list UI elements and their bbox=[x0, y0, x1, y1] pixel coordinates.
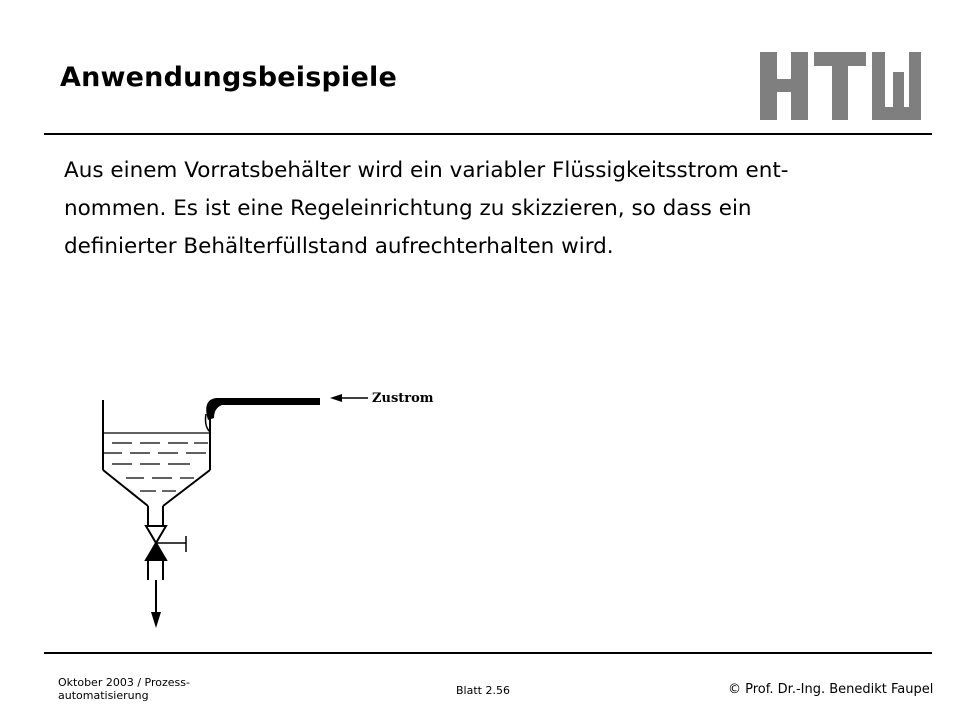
task-line: definierter Behälterfüllstand aufrechterhalten wird. bbox=[64, 234, 614, 259]
footer-page-number: Blatt 2.56 bbox=[456, 684, 510, 697]
htw-logo bbox=[760, 50, 922, 122]
task-line: Aus einem Vorratsbehälter wird ein variabler Flüssigkeitsstrom ent- bbox=[64, 158, 789, 183]
footer-divider bbox=[44, 652, 932, 654]
funnel-right bbox=[163, 470, 210, 506]
valve-lower bbox=[146, 543, 166, 560]
task-line: nommen. Es ist eine Regeleinrichtung zu skizzieren, so dass ein bbox=[64, 196, 752, 221]
inflow-pipe bbox=[206, 398, 320, 420]
inflow-label: Zustrom bbox=[372, 391, 434, 406]
valve-upper bbox=[146, 526, 166, 543]
page-title: Anwendungsbeispiele bbox=[60, 62, 397, 93]
tank-diagram bbox=[90, 380, 440, 630]
header-divider bbox=[44, 133, 932, 135]
footer-date-course: Oktober 2003 / Prozess- automatisierung bbox=[58, 676, 190, 702]
task-description bbox=[64, 152, 924, 266]
funnel-left bbox=[103, 470, 148, 506]
footer-author: © Prof. Dr.-Ing. Benedikt Faupel bbox=[728, 682, 934, 697]
